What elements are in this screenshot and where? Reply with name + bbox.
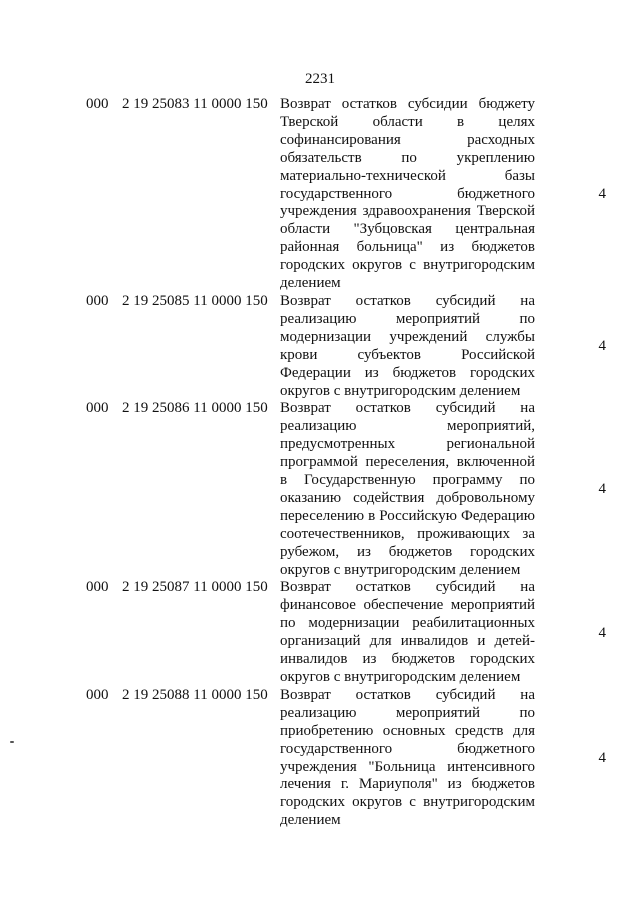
income-description: Возврат остатков субсидии бюджету Тверской области в целях софинансирования расходных обязательств по укреплению материально-технической базы государственного бюджетного учреждения здравоохранения Тверской области "Зубцовская центральная районная больница" из бюджетов городских округов с внутригородским делением — [280, 96, 535, 292]
budget-codes-table — [86, 96, 606, 830]
admin-code: 000 — [86, 292, 109, 309]
norm-value: 4 — [598, 338, 606, 355]
budget-classification-code: 2 19 25088 11 0000 150 — [122, 686, 268, 703]
admin-code: 000 — [86, 686, 109, 703]
income-description: Возврат остатков субсидий на реализацию мероприятий, предусмотренных региональной программой переселения, включенной в Государственную программу по оказанию содействия добровольному переселению в Российскую Федерацию соотечественников, проживающих за рубежом, из бюджетов городских округов с внутригородским делением — [280, 400, 535, 578]
table-row — [86, 687, 606, 830]
budget-classification-code: 2 19 25083 11 0000 150 — [122, 96, 268, 112]
budget-classification-code: 2 19 25086 11 0000 150 — [122, 400, 268, 417]
table-row — [86, 96, 606, 293]
table-row — [86, 579, 606, 686]
admin-code: 000 — [86, 579, 109, 596]
page-number: 2231 — [305, 71, 335, 87]
norm-value: 4 — [598, 750, 606, 767]
income-description: Возврат остатков субсидий на реализацию мероприятий по приобретению основных средств для государственного бюджетного учреждения "Больница интенсивного лечения г. Мариуполя" из бюджетов городских округов с внутригородским делением — [280, 686, 535, 829]
income-description: Возврат остатков субсидий на финансовое обеспечение мероприятий по модернизации реабилитационных организаций для инвалидов и детей-инвалидов из бюджетов городских округов с внутригородским делением — [280, 579, 535, 685]
table-row — [86, 293, 606, 400]
income-description: Возврат остатков субсидий на реализацию мероприятий по модернизации учреждений службы крови субъектов Российской Федерации из бюджетов городских округов с внутригородским делением — [280, 292, 535, 399]
norm-value: 4 — [598, 624, 606, 641]
scan-speck — [10, 741, 14, 743]
budget-classification-code: 2 19 25087 11 0000 150 — [122, 579, 268, 596]
norm-value: 4 — [598, 185, 606, 202]
table-row — [86, 400, 606, 579]
admin-code: 000 — [86, 96, 109, 112]
budget-classification-code: 2 19 25085 11 0000 150 — [122, 292, 268, 309]
admin-code: 000 — [86, 400, 109, 417]
norm-value: 4 — [598, 481, 606, 498]
